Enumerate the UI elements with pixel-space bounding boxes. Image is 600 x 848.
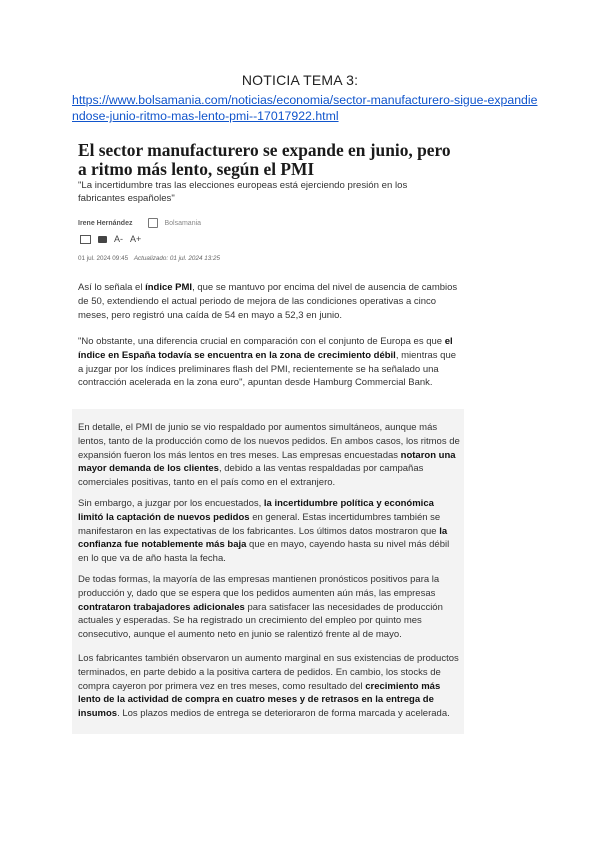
paragraph-1: Así lo señala el índice PMI, que se mantuvo por encima del nivel de ausencia de cambios de 50, extendiendo el actual periodo de mejora de las condiciones operativas a cinco meses, pero registró una caída de 54 en mayo a 52,3 en junio. <box>78 282 458 321</box>
source-logo-icon <box>148 218 158 228</box>
paragraph-6: Los fabricantes también observaron un aumento marginal en sus existencias de productos terminados, en parte debido a la positiva cartera de pedidos. En cambio, los stocks de compra cayeron por primera vez en tres meses, como resultado del crecimiento más lento de la actividad de compra en cuatro meses y de retrasos en la entrega de insumos. Los plazos medios de entrega se deterioraron de forma marcada y acelerada. <box>78 653 459 720</box>
article-title: El sector manufacturero se expande en junio, pero a ritmo más lento, según el PMI <box>78 140 451 179</box>
updated-date: Actualizado: 01 jul. 2024 13:25 <box>133 255 220 262</box>
paragraph-2: "No obstante, una diferencia crucial en comparación con el conjunto de Europa es que el índice en España todavía se encuentra en la zona de crecimiento débil, mientras que a juzgar por los índices preliminares flash del PMI, recientemente se ha señalado una contracción acelerada en la zona euro", apuntan desde Hamburg Commercial Bank. <box>78 336 457 389</box>
article-header-clipping <box>72 137 464 272</box>
paragraph-3: En detalle, el PMI de junio se vio respaldado por aumentos simultáneos, aunque más lentos, tanto de la producción como de los nuevos pedidos. En ambos casos, los ritmos de expansión fueron los más lentos en tres meses. Las empresas encuestadas notaron una mayor demanda de los clientes, debido a las ventas respaldadas por campañas comerciales positivas, tanto en el país como en el extranjero. <box>78 422 460 489</box>
email-icon[interactable] <box>80 235 91 244</box>
source-name: Bolsamania <box>164 219 202 227</box>
page-heading: NOTICIA TEMA 3: <box>241 72 359 88</box>
article-subtitle: "La incertidumbre tras las elecciones europeas está ejerciendo presión en los fabricantes españoles" <box>78 180 408 204</box>
article-body-clipping-2 <box>72 409 464 734</box>
byline <box>78 218 201 228</box>
article-toolbar <box>80 234 141 244</box>
paragraph-5: De todas formas, la mayoría de las empresas mantienen pronósticos positivos para la producción y, dado que se espera que los pedidos aumenten aún más, las empresas contrataron trabajadores adicionales para satisfacer las necesidades de producción actuales y esperadas. Se ha registrado un crecimiento del empleo por quinto mes consecutivo, aunque el aumento neto en junio se ralentizó frente al de mayo. <box>78 574 443 641</box>
font-decrease-button[interactable]: A- <box>114 234 123 244</box>
article-link[interactable]: https://www.bolsamania.com/noticias/economia/sector-manufacturero-sigue-expandiendose-junio-ritmo-mas-lento-pmi--17017922.html <box>72 93 538 123</box>
print-icon[interactable] <box>98 236 107 243</box>
paragraph-4: Sin embargo, a juzgar por los encuestados, la incertidumbre política y económica limitó la captación de nuevos pedidos en general. Estas incertidumbres también se manifestaron en las expectativas de los fabricantes. Los últimos datos mostraron que la confianza fue notablemente más baja que en mayo, cayendo hasta su nivel más débil en lo que va de año hasta la fecha. <box>78 498 450 565</box>
publish-date: 01 jul. 2024 09:45 <box>78 255 129 262</box>
dateline <box>78 255 220 262</box>
article-body-clipping-1 <box>72 277 464 398</box>
author-name[interactable]: Irene Hernández <box>78 219 133 227</box>
font-increase-button[interactable]: A+ <box>130 234 142 244</box>
